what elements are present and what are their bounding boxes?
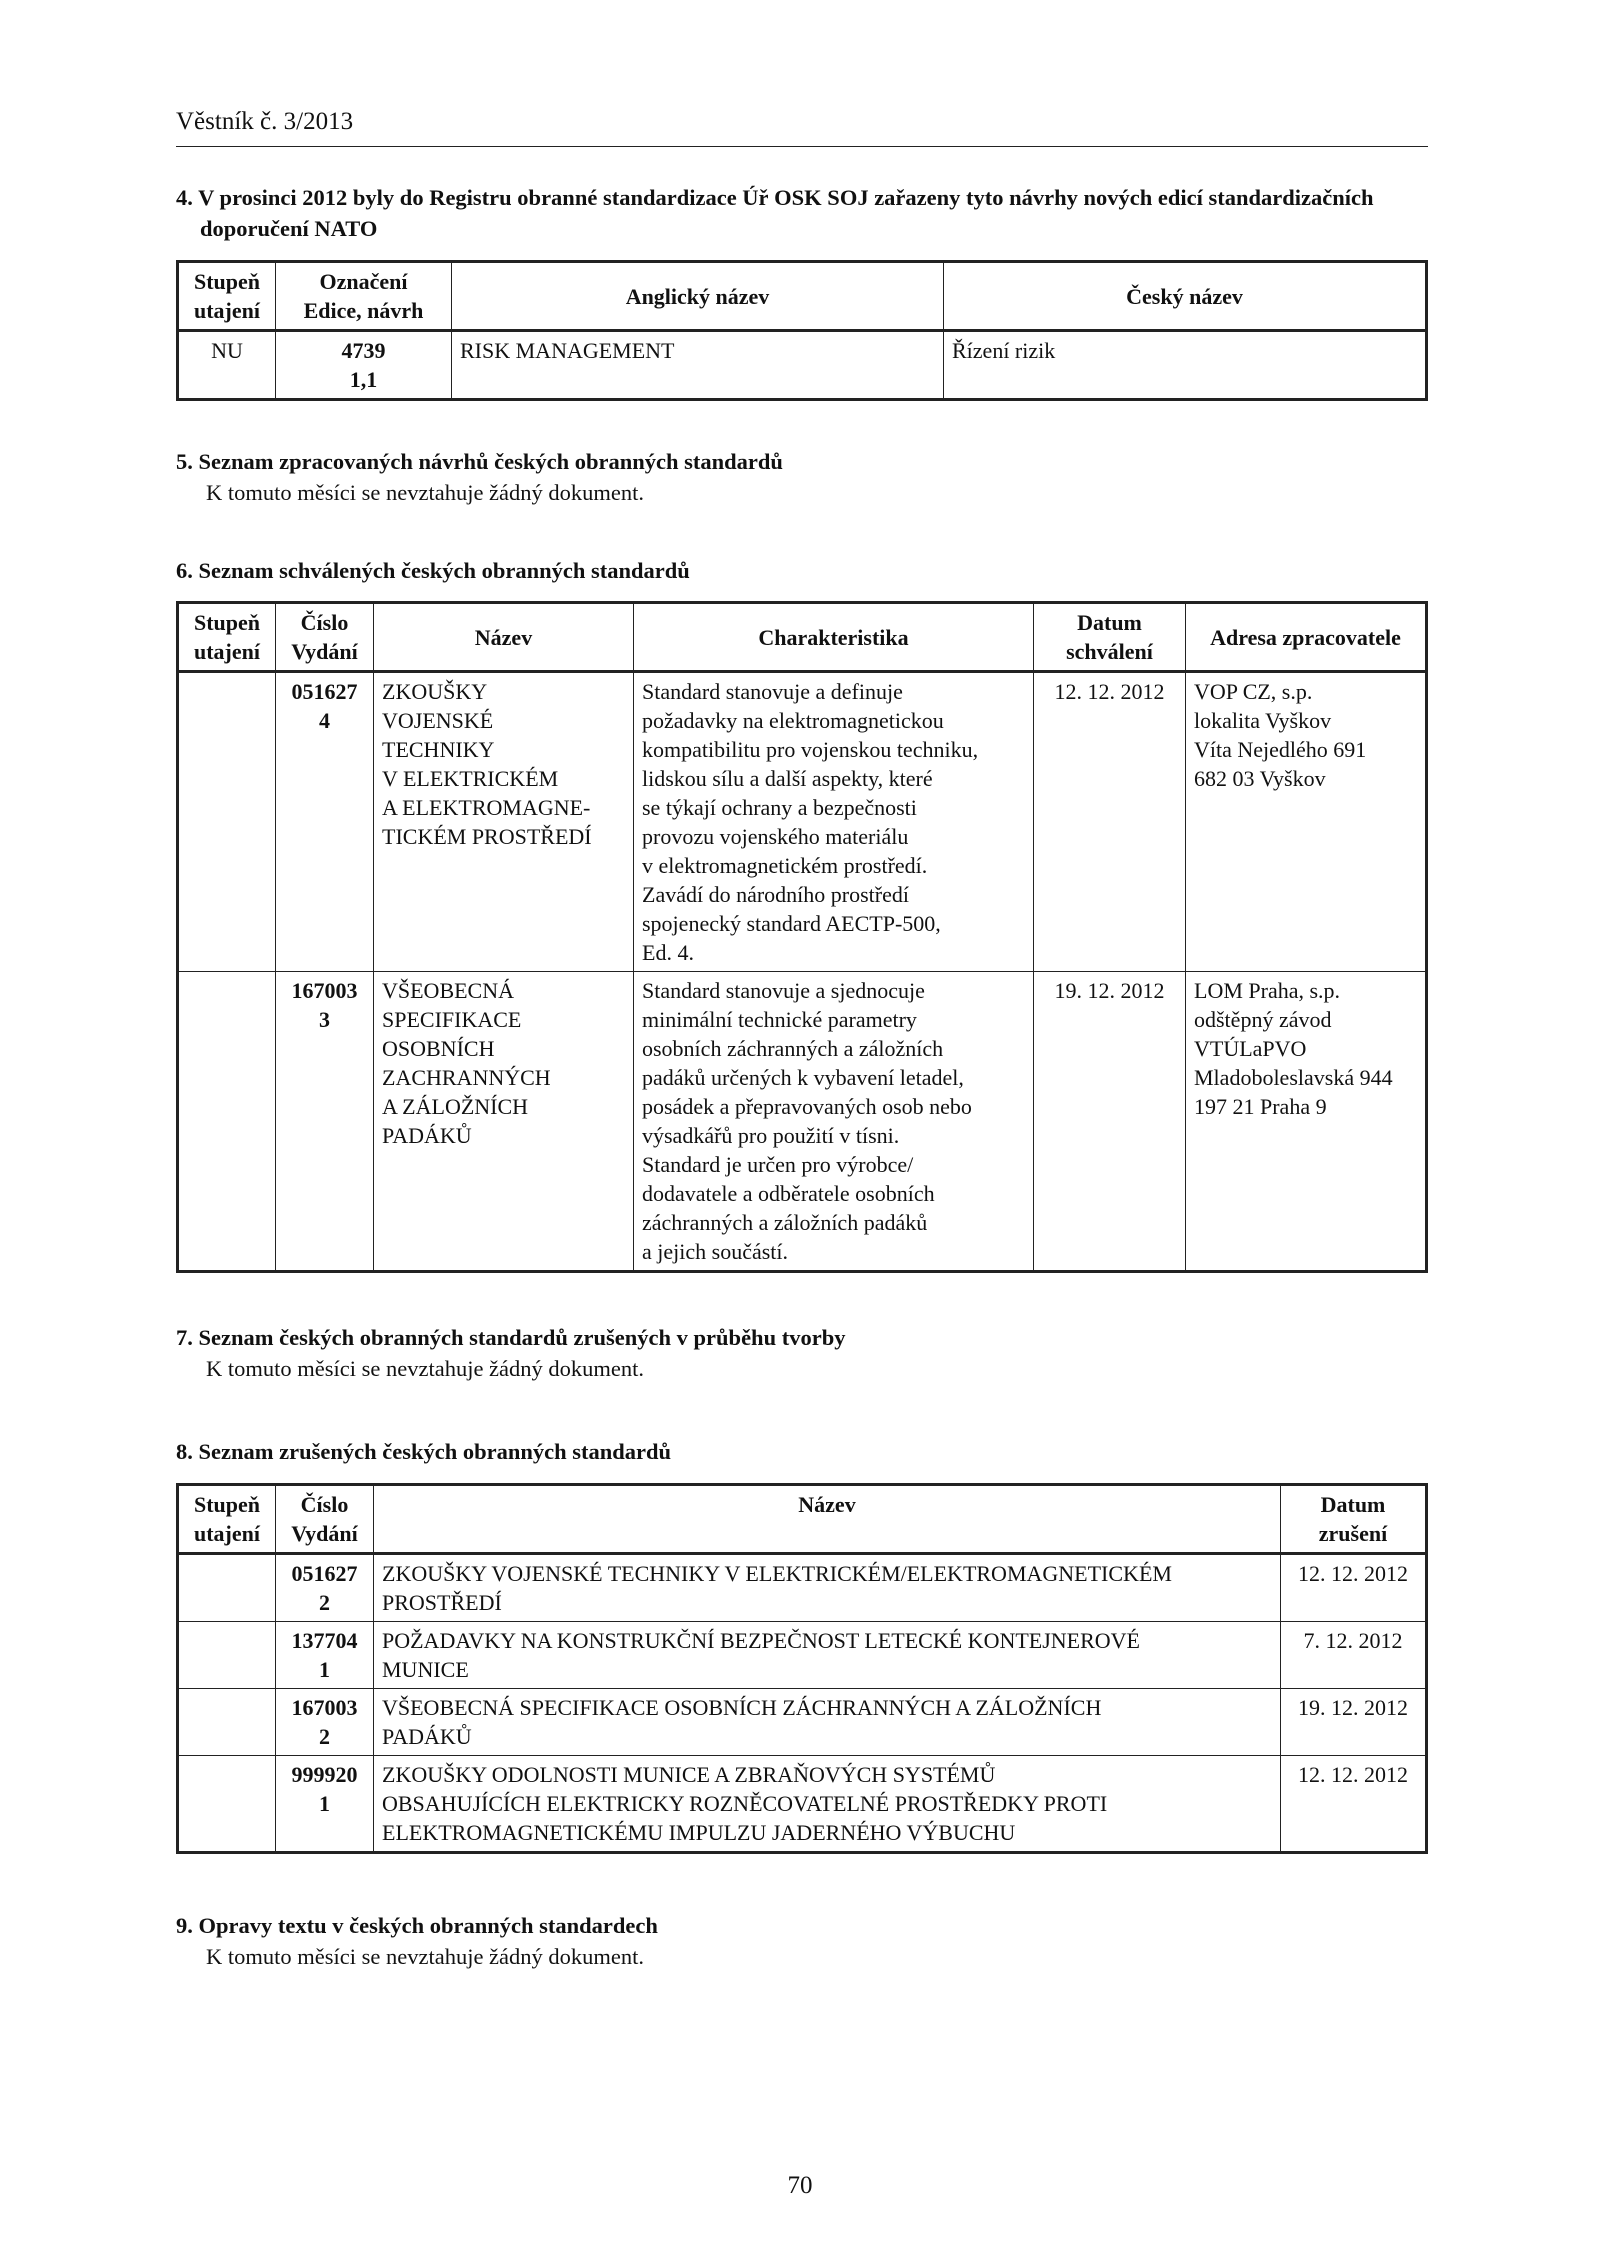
section-4	[176, 182, 1428, 401]
cell-datum: 12. 12. 2012	[1281, 1554, 1427, 1622]
col-header-stupen: Stupeň utajení	[178, 262, 276, 331]
cell-nazev: ZKOUŠKY ODOLNOSTI MUNICE A ZBRAŇOVÝCH SYSTÉMŮ OBSAHUJÍCÍCH ELEKTRICKY ROZNĚCOVATELNÉ PROSTŘEDKY PROTI ELEKTROMAGNETICKÉMU IMPULZU JADERNÉHO VÝBUCHU	[374, 1756, 1281, 1853]
table-row	[178, 972, 1427, 1272]
col-header-datum: Datum schválení	[1034, 603, 1186, 672]
cell-datum: 12. 12. 2012	[1281, 1756, 1427, 1853]
table-row	[178, 672, 1427, 972]
table-row	[178, 1756, 1427, 1853]
cancelled-standards-table	[176, 1483, 1428, 1854]
approved-standards-table	[176, 601, 1428, 1273]
section-4-title	[176, 182, 1428, 244]
cell-stupen	[178, 672, 276, 972]
col-header-charakteristika: Charakteristika	[634, 603, 1034, 672]
cell-stupen	[178, 1756, 276, 1853]
cell-stupen	[178, 1689, 276, 1756]
page-header	[176, 108, 1428, 147]
section-4-title-line2: doporučení NATO	[200, 216, 378, 241]
cell-cislo: 999920 1	[276, 1756, 374, 1853]
cell-datum: 19. 12. 2012	[1034, 972, 1186, 1272]
cell-anglicky-nazev: RISK MANAGEMENT	[452, 331, 944, 400]
section-5	[176, 446, 1428, 508]
table-row	[178, 1689, 1427, 1756]
section-8	[176, 1436, 1428, 1854]
cell-cislo: 137704 1	[276, 1622, 374, 1689]
cell-stupen	[178, 972, 276, 1272]
table-row	[178, 1554, 1427, 1622]
cell-charakteristika: Standard stanovuje a definuje požadavky na elektromagnetickou kompatibilitu pro vojenskou techniku, lidskou sílu a další aspekty, které se týkají ochrany a bezpečnosti provozu vojenského materiálu v elektromagnetickém prostředí. Zavádí do národního prostředí spojenecký standard AECTP-500, Ed. 4.	[634, 672, 1034, 972]
cell-stupen	[178, 1622, 276, 1689]
table-row	[178, 331, 1427, 400]
cell-nazev: ZKOUŠKY VOJENSKÉ TECHNIKY V ELEKTRICKÉM/ELEKTROMAGNETICKÉM PROSTŘEDÍ	[374, 1554, 1281, 1622]
cell-datum: 19. 12. 2012	[1281, 1689, 1427, 1756]
cell-nazev: ZKOUŠKY VOJENSKÉ TECHNIKY V ELEKTRICKÉM A ELEKTROMAGNE- TICKÉM PROSTŘEDÍ	[374, 672, 634, 972]
section-9-note: K tomuto měsíci se nevztahuje žádný dokument.	[206, 1944, 645, 1969]
col-header-nazev: Název	[374, 603, 634, 672]
cell-stupen: NU	[178, 331, 276, 400]
cell-datum: 7. 12. 2012	[1281, 1622, 1427, 1689]
cell-stupen	[178, 1554, 276, 1622]
cell-cislo: 051627 2	[276, 1554, 374, 1622]
col-header-cislo: Číslo Vydání	[276, 1485, 374, 1554]
col-header-datum-zruseni: Datum zrušení	[1281, 1485, 1427, 1554]
section-6-title: 6. Seznam schválených českých obranných standardů	[176, 558, 690, 583]
section-6	[176, 555, 1428, 1273]
cell-nazev: VŠEOBECNÁ SPECIFIKACE OSOBNÍCH ZACHRANNÝCH A ZÁLOŽNÍCH PADÁKŮ	[374, 972, 634, 1272]
col-header-oznaceni: Označení Edice, návrh	[276, 262, 452, 331]
cell-cesky-nazev: Řízení rizik	[944, 331, 1427, 400]
section-9-title: 9. Opravy textu v českých obranných standardech	[176, 1913, 658, 1938]
section-7	[176, 1322, 1428, 1384]
nato-editions-table	[176, 260, 1428, 401]
cell-datum: 12. 12. 2012	[1034, 672, 1186, 972]
cell-charakteristika: Standard stanovuje a sjednocuje minimální technické parametry osobních záchranných a záložních padáků určených k vybavení letadel, posádek a přepravovaných osob nebo výsadkářů pro použití v tísni. Standard je určen pro výrobce/ dodavatele a odběratele osobních záchranných a záložních padáků a jejich součástí.	[634, 972, 1034, 1272]
col-header-cislo: Číslo Vydání	[276, 603, 374, 672]
section-7-title: 7. Seznam českých obranných standardů zrušených v průběhu tvorby	[176, 1325, 846, 1350]
section-9	[176, 1910, 1428, 1972]
cell-nazev: VŠEOBECNÁ SPECIFIKACE OSOBNÍCH ZÁCHRANNÝCH A ZÁLOŽNÍCH PADÁKŮ	[374, 1689, 1281, 1756]
table-row	[178, 1622, 1427, 1689]
section-4-title-line1: 4. V prosinci 2012 byly do Registru obranné standardizace Úř OSK SOJ zařazeny tyto návrhy nových edicí standardizačních	[176, 185, 1374, 210]
cell-oznaceni: 4739 1,1	[276, 331, 452, 400]
section-8-title: 8. Seznam zrušených českých obranných standardů	[176, 1439, 672, 1464]
col-header-stupen: Stupeň utajení	[178, 1485, 276, 1554]
section-5-note: K tomuto měsíci se nevztahuje žádný dokument.	[206, 480, 645, 505]
page-number: 70	[787, 2172, 813, 2199]
journal-title: Věstník č. 3/2013	[176, 108, 1428, 147]
col-header-cesky: Český název	[944, 262, 1427, 331]
cell-cislo: 167003 3	[276, 972, 374, 1272]
col-header-adresa: Adresa zpracovatele	[1186, 603, 1427, 672]
cell-nazev: POŽADAVKY NA KONSTRUKČNÍ BEZPEČNOST LETECKÉ KONTEJNEROVÉ MUNICE	[374, 1622, 1281, 1689]
section-7-note: K tomuto měsíci se nevztahuje žádný dokument.	[206, 1356, 645, 1381]
col-header-anglicky: Anglický název	[452, 262, 944, 331]
col-header-stupen: Stupeň utajení	[178, 603, 276, 672]
col-header-nazev: Název	[374, 1485, 1281, 1554]
cell-adresa: LOM Praha, s.p. odštěpný závod VTÚLaPVO Mladoboleslavská 944 197 21 Praha 9	[1186, 972, 1427, 1272]
section-5-title: 5. Seznam zpracovaných návrhů českých obranných standardů	[176, 449, 783, 474]
cell-cislo: 167003 2	[276, 1689, 374, 1756]
cell-adresa: VOP CZ, s.p. lokalita Vyškov Víta Nejedlého 691 682 03 Vyškov	[1186, 672, 1427, 972]
cell-cislo: 051627 4	[276, 672, 374, 972]
